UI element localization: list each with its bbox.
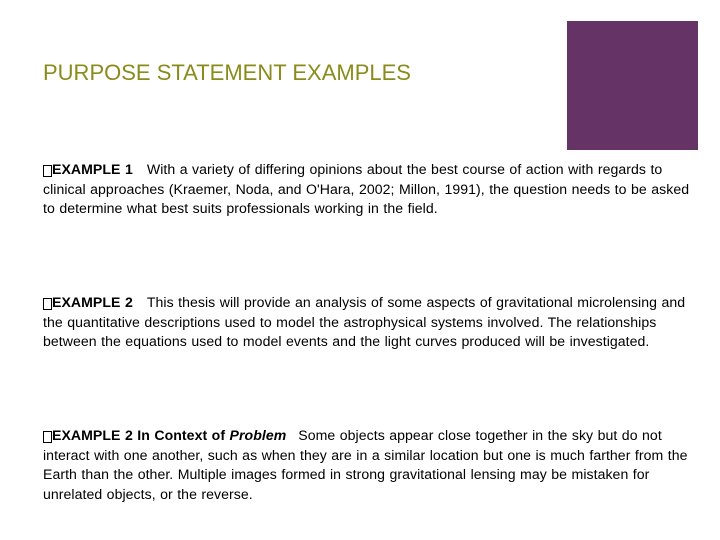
slide-title: PURPOSE STATEMENT EXAMPLES — [43, 60, 411, 85]
example-1-label: EXAMPLE 1 — [52, 161, 133, 177]
missing-glyph-icon — [43, 165, 52, 177]
example-3-label-text: EXAMPLE 2 In Context of — [52, 427, 226, 443]
example-1-text: With a variety of differing opinions about the best course of action with regards to clinical approaches (Kraemer, Noda, and O'Hara, 2002; Millon, 1991), the question needs to be asked to determine what best suits professionals working in the field. — [43, 161, 690, 217]
missing-glyph-icon — [43, 298, 52, 310]
example-3-text: Some objects appear close together in the sky but do not interact with one another, such as when they are in a similar location but one is much farther from the Earth than the other. Multiple images formed in strong gravitational lensing may be mistaken for unrelated objects, or the reverse. — [43, 427, 688, 502]
example-1-paragraph — [43, 160, 691, 219]
example-2-label: EXAMPLE 2 — [52, 294, 133, 310]
example-3-paragraph — [43, 426, 691, 504]
example-3-label-italic: Problem — [229, 427, 287, 443]
accent-block — [567, 21, 698, 150]
example-2-paragraph — [43, 293, 691, 352]
missing-glyph-icon — [43, 431, 52, 443]
example-2-text: This thesis will provide an analysis of some aspects of gravitational microlensing and the quantitative descriptions used to model the astrophysical systems involved. The relationships between the equations used to model events and the light curves produced will be investigated. — [43, 294, 686, 350]
example-3-label — [52, 427, 286, 443]
